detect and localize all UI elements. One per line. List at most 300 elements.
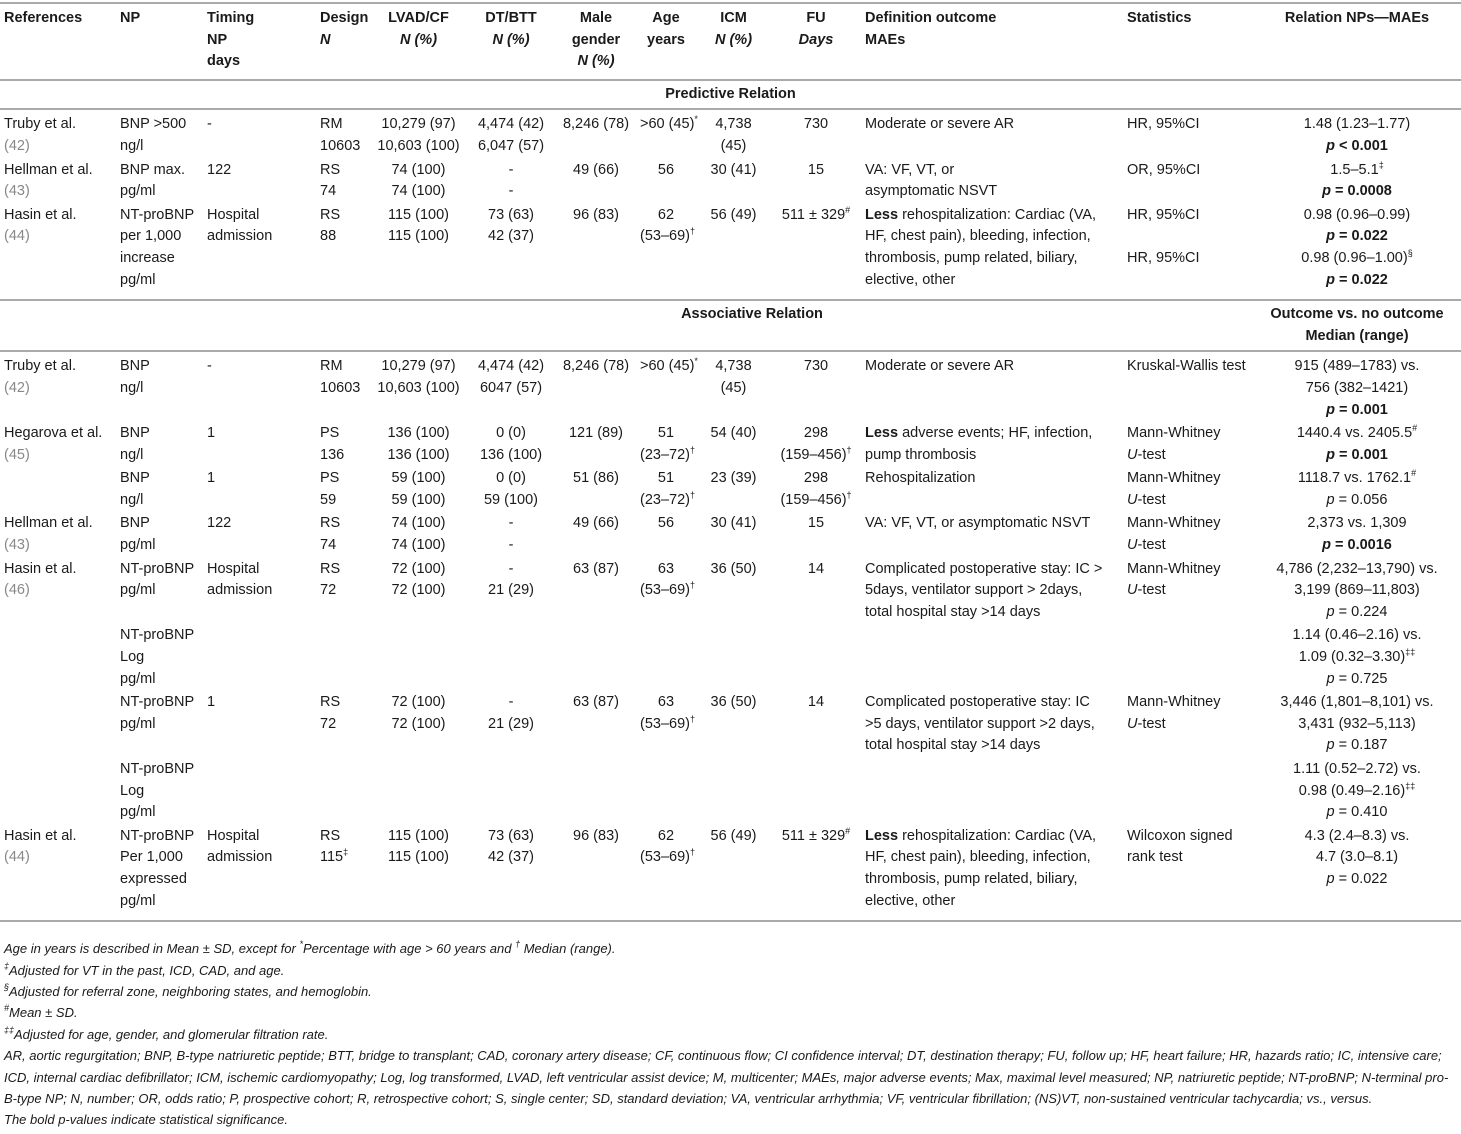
cell-line	[1257, 356, 1457, 378]
cell-icm	[696, 512, 771, 557]
text-segment: NT-proBNP	[120, 694, 195, 711]
text-segment: 74 (100)	[391, 183, 446, 200]
cell-line	[470, 513, 552, 535]
cell-line	[375, 226, 462, 248]
cell-line	[470, 114, 552, 136]
text-segment: U	[1127, 715, 1138, 732]
text-segment: 8,246 (78)	[562, 116, 630, 133]
text-segment: Moderate or severe AR	[865, 116, 1015, 133]
footnote-marker: †	[846, 444, 852, 455]
cell-line	[560, 51, 632, 73]
cell-line	[700, 114, 767, 136]
cell-line	[865, 8, 1119, 30]
text-segment: >60 (45)	[640, 358, 695, 375]
cell-references	[0, 624, 116, 691]
cell-line	[1257, 248, 1457, 270]
cell-line	[320, 714, 367, 736]
text-segment: 6,047 (57)	[477, 137, 545, 154]
table-row	[0, 159, 1461, 204]
cell-line	[1127, 468, 1249, 490]
footnote	[4, 1109, 1457, 1130]
text-segment: 96 (83)	[573, 206, 619, 223]
cell-line	[4, 160, 112, 182]
relation-subheader	[1253, 300, 1461, 351]
cell-line	[207, 559, 312, 581]
table-row	[0, 825, 1461, 921]
text-segment: Truby et al.	[4, 358, 76, 375]
cell-relation	[1253, 422, 1461, 467]
cell-fu	[771, 558, 861, 625]
cell-fu	[771, 109, 861, 158]
footnote-marker: ‡‡	[4, 1024, 15, 1035]
cell-icm	[696, 204, 771, 300]
footnote-marker: *	[694, 356, 698, 367]
footnote-marker: †	[689, 226, 695, 237]
reference-link[interactable]: (43)	[4, 537, 30, 554]
cell-lvad-cf	[371, 758, 466, 825]
cell-np	[116, 624, 203, 691]
cell-line	[120, 248, 199, 270]
cell-line	[775, 445, 857, 467]
text-segment: 115 (100)	[388, 228, 449, 245]
cell-line	[700, 423, 767, 445]
text-segment: 42 (37)	[488, 228, 534, 245]
text-segment: 14	[807, 694, 825, 711]
cell-line	[470, 445, 552, 467]
section-title: Predictive Relation	[665, 85, 796, 102]
cell-age	[636, 159, 696, 204]
cell-line	[1127, 445, 1249, 467]
cell-dt-btt	[466, 825, 556, 921]
cell-design	[316, 351, 371, 422]
cell-line	[4, 513, 112, 535]
footnote	[4, 1024, 1457, 1045]
cell-timing	[203, 109, 316, 158]
cell-icm	[696, 159, 771, 204]
text-segment: 72	[320, 582, 337, 599]
text-segment: RS	[320, 161, 341, 178]
cell-line	[775, 356, 857, 378]
text-segment: = 0.187	[1334, 737, 1388, 754]
cell-line	[120, 826, 199, 848]
text-segment: 511 ± 329	[781, 827, 846, 844]
footnote	[4, 1045, 1457, 1109]
table-row	[0, 204, 1461, 300]
text-segment: RS	[320, 694, 341, 711]
cell-fu	[771, 422, 861, 467]
text-segment: thrombosis, pump related, biliary,	[865, 249, 1078, 266]
cell-statistics	[1123, 691, 1253, 758]
cell-line	[470, 136, 552, 158]
footnote-marker: †	[515, 939, 521, 950]
cell-line	[865, 580, 1119, 602]
text-segment: Design	[320, 10, 369, 26]
cell-line	[120, 356, 199, 378]
cell-line	[4, 226, 112, 248]
cell-line	[865, 891, 1119, 913]
text-segment: increase	[120, 249, 175, 266]
cell-timing	[203, 624, 316, 691]
text-segment: U	[1127, 582, 1138, 599]
cell-fu	[771, 204, 861, 300]
cell-line	[320, 205, 367, 227]
text-segment: Truby et al.	[4, 116, 76, 133]
reference-link[interactable]: (44)	[4, 228, 30, 245]
text-segment: 730	[803, 116, 829, 133]
cell-line	[120, 205, 199, 227]
cell-line	[470, 423, 552, 445]
cell-definition-outcome	[861, 109, 1123, 158]
reference-link[interactable]: (42)	[4, 379, 30, 396]
cell-fu	[771, 691, 861, 758]
cell-line	[1257, 114, 1457, 136]
cell-line	[640, 826, 692, 848]
text-segment: NT-proBNP	[120, 761, 195, 777]
cell-line	[865, 869, 1119, 891]
text-segment: RM	[320, 358, 343, 375]
text-segment: (53–69)	[640, 715, 690, 732]
text-segment: p	[1326, 670, 1335, 687]
column-header-relation	[1253, 3, 1461, 80]
cell-relation	[1253, 351, 1461, 422]
cell-definition-outcome	[861, 512, 1123, 557]
text-segment: 72 (100)	[391, 715, 446, 732]
cell-line	[470, 580, 552, 602]
text-segment: admission	[207, 228, 273, 245]
cell-references	[0, 691, 116, 758]
text-segment: 122	[207, 161, 232, 178]
text-segment: pg/ml	[120, 715, 156, 732]
cell-line	[207, 160, 312, 182]
text-segment: 0.98 (0.96–1.00)	[1301, 249, 1408, 266]
reference-link[interactable]: (46)	[4, 582, 30, 599]
cell-line	[207, 580, 312, 602]
cell-dt-btt	[466, 422, 556, 467]
text-segment: p	[1322, 183, 1331, 200]
text-segment: per 1,000	[120, 228, 182, 245]
footnote-marker: †	[689, 489, 695, 500]
cell-line	[865, 160, 1119, 182]
cell-line	[470, 826, 552, 848]
column-header-lvad-cf	[371, 3, 466, 80]
cell-line	[470, 468, 552, 490]
text-segment: NP	[207, 31, 228, 48]
cell-line	[700, 826, 767, 848]
cell-line	[207, 826, 312, 848]
reference-link[interactable]: (42)	[4, 137, 30, 154]
text-segment: Hegarova et al.	[4, 425, 103, 442]
cell-line	[120, 781, 199, 803]
cell-male-gender	[556, 691, 636, 758]
cell-line	[120, 468, 199, 490]
text-segment: 0 (0)	[496, 425, 526, 442]
text-segment: 72 (100)	[391, 582, 446, 599]
cell-line	[1257, 847, 1457, 869]
text-segment: rehospitalization: Cardiac (VA,	[898, 827, 1097, 844]
text-segment: 915 (489–1783) vs.	[1294, 358, 1420, 375]
text-segment: 63	[657, 560, 675, 577]
text-segment: MAEs	[865, 31, 906, 48]
cell-line	[1257, 400, 1457, 422]
cell-line	[375, 181, 462, 203]
text-segment: -	[508, 161, 514, 178]
cell-line	[375, 356, 462, 378]
text-segment: 96 (83)	[573, 827, 619, 844]
cell-references	[0, 558, 116, 625]
cell-line	[207, 513, 312, 535]
cell-line	[865, 847, 1119, 869]
cell-line	[120, 445, 199, 467]
cell-np	[116, 467, 203, 512]
cell-line	[207, 692, 312, 714]
text-segment: pg/ml	[120, 804, 156, 821]
text-segment: 36 (50)	[710, 560, 757, 577]
text-segment: (45)	[720, 379, 747, 396]
text-segment: Hasin et al.	[4, 827, 77, 844]
footnote-marker: †	[689, 580, 695, 591]
cell-line	[560, 356, 632, 378]
cell-line	[865, 692, 1119, 714]
text-segment: N	[320, 31, 331, 48]
cell-line	[1257, 625, 1457, 647]
cell-line	[120, 423, 199, 445]
cell-line	[1127, 826, 1249, 848]
text-segment: 51 (86)	[573, 470, 619, 487]
text-segment: 54 (40)	[710, 425, 757, 442]
text-segment: HR, 95%CI	[1127, 206, 1200, 223]
cell-line	[1127, 559, 1249, 581]
cell-statistics	[1123, 351, 1253, 422]
text-segment: 74	[320, 537, 337, 554]
text-segment: 115	[320, 849, 344, 866]
text-segment: 73 (63)	[488, 206, 534, 223]
footnote-marker: *	[694, 114, 698, 125]
cell-definition-outcome	[861, 422, 1123, 467]
cell-line	[1257, 270, 1457, 292]
cell-line	[700, 136, 767, 158]
text-segment: Timing	[207, 10, 255, 26]
cell-line	[120, 226, 199, 248]
cell-male-gender	[556, 159, 636, 204]
cell-line	[700, 692, 767, 714]
cell-line	[120, 270, 199, 292]
cell-line	[470, 30, 552, 52]
table-row	[0, 624, 1461, 691]
cell-line	[470, 490, 552, 512]
cell-line	[470, 535, 552, 557]
text-segment: Log	[120, 782, 145, 799]
text-segment: 10,279 (97)	[381, 116, 456, 133]
text-segment: 8,246 (78)	[562, 358, 630, 375]
cell-design	[316, 109, 371, 158]
text-segment: 115 (100)	[388, 849, 449, 866]
text-segment: 4,474 (42)	[477, 358, 545, 375]
text-segment: 42 (37)	[488, 849, 534, 866]
cell-references	[0, 204, 116, 300]
table-row	[0, 467, 1461, 512]
text-segment: 74	[320, 183, 337, 200]
text-segment: Complicated postoperative stay: IC >	[865, 560, 1103, 577]
text-segment: p	[1326, 137, 1336, 154]
cell-line	[320, 356, 367, 378]
cell-references	[0, 422, 116, 467]
cell-line	[1257, 468, 1457, 490]
cell-line	[640, 580, 695, 602]
cell-line	[775, 8, 857, 30]
text-segment: -test	[1137, 715, 1166, 732]
cell-line	[560, 513, 632, 535]
cell-line	[375, 692, 462, 714]
text-segment: 511 ± 329	[781, 206, 846, 223]
text-segment: 121 (89)	[568, 425, 623, 442]
footnote-marker: #	[1411, 468, 1417, 479]
text-segment: Mann-Whitney	[1127, 425, 1221, 442]
text-segment: VA: VF, VT, or asymptomatic NSVT	[865, 515, 1091, 532]
cell-line	[4, 445, 112, 467]
cell-line	[1127, 580, 1249, 602]
text-segment: BNP	[120, 515, 150, 532]
text-segment: = 0.0008	[1330, 183, 1392, 200]
cell-line	[775, 490, 857, 512]
cell-male-gender	[556, 204, 636, 300]
text-segment: p	[1326, 491, 1335, 508]
text-segment: 4,738	[715, 358, 752, 375]
cell-relation	[1253, 512, 1461, 557]
cell-references	[0, 758, 116, 825]
cell-male-gender	[556, 558, 636, 625]
text-segment: Per 1,000	[120, 849, 183, 866]
table-row	[0, 758, 1461, 825]
cell-line	[1127, 423, 1249, 445]
cell-line	[470, 378, 552, 400]
cell-references	[0, 512, 116, 557]
table-row	[0, 512, 1461, 557]
cell-icm	[696, 109, 771, 158]
cell-line	[320, 114, 367, 136]
cell-line	[320, 423, 367, 445]
cell-definition-outcome	[861, 691, 1123, 758]
cell-line	[1127, 8, 1249, 30]
cell-line	[1257, 490, 1457, 512]
cell-line	[1127, 535, 1249, 557]
cell-line	[1257, 826, 1457, 848]
cell-line	[1257, 580, 1457, 602]
text-segment: 10,279 (97)	[381, 358, 456, 375]
text-segment: HF, chest pain), bleeding, infection,	[865, 849, 1091, 866]
cell-line	[375, 535, 462, 557]
text-segment: 59 (100)	[483, 491, 538, 508]
cell-line	[865, 513, 1119, 535]
text-segment: (45)	[720, 137, 747, 154]
cell-line	[1257, 8, 1457, 30]
footnote	[4, 938, 1457, 959]
cell-fu	[771, 467, 861, 512]
cell-line	[470, 692, 552, 714]
text-segment: = 0.725	[1334, 670, 1388, 687]
cell-statistics	[1123, 109, 1253, 158]
text-segment: N (%)	[492, 31, 530, 48]
cell-line	[865, 735, 1119, 757]
cell-male-gender	[556, 109, 636, 158]
cell-line	[120, 692, 199, 714]
text-segment: -	[508, 515, 514, 532]
text-segment: NP	[120, 10, 141, 26]
text-segment: ng/l	[120, 137, 144, 154]
cell-design	[316, 422, 371, 467]
text-segment: = 0.224	[1334, 603, 1388, 620]
text-segment: -	[508, 694, 514, 711]
cell-line	[865, 114, 1119, 136]
footnote-marker: ‡‡	[1405, 780, 1416, 791]
cell-male-gender	[556, 758, 636, 825]
column-header-dt-btt	[466, 3, 556, 80]
text-segment: ng/l	[120, 491, 144, 508]
text-segment: BNP	[120, 358, 150, 375]
text-segment: Hellman et al.	[4, 161, 93, 178]
table-header-row	[0, 3, 1461, 80]
text-segment: 15	[807, 161, 825, 178]
cell-references	[0, 351, 116, 422]
cell-line	[865, 559, 1119, 581]
footnote-marker: §	[1407, 247, 1413, 258]
cell-line	[375, 847, 462, 869]
text-segment: 4,786 (2,232–13,790) vs.	[1276, 560, 1438, 577]
text-segment: 4.3 (2.4–8.3) vs.	[1304, 827, 1410, 844]
cell-male-gender	[556, 422, 636, 467]
text-segment: 3,431 (932–5,113)	[1298, 715, 1416, 732]
text-segment: p	[1326, 603, 1335, 620]
cell-line	[120, 891, 199, 913]
cell-line	[120, 378, 199, 400]
cell-statistics	[1123, 558, 1253, 625]
cell-line	[1257, 513, 1457, 535]
cell-line	[775, 30, 857, 52]
cell-lvad-cf	[371, 512, 466, 557]
text-segment: 136 (100)	[479, 446, 543, 463]
cell-line	[640, 489, 695, 512]
cell-lvad-cf	[371, 825, 466, 921]
text-segment: Mann-Whitney	[1127, 560, 1221, 577]
text-segment: gender	[571, 31, 621, 48]
text-segment: 1.48 (1.23–1.77)	[1303, 116, 1411, 133]
cell-timing	[203, 351, 316, 422]
cell-line	[700, 468, 767, 490]
cell-line	[640, 30, 692, 52]
cell-timing	[203, 204, 316, 300]
text-segment: 36 (50)	[710, 694, 757, 711]
text-segment: Rehospitalization	[865, 470, 976, 487]
reference-link[interactable]: (45)	[4, 446, 30, 463]
cell-design	[316, 825, 371, 921]
text-segment: 5days, ventilator support > 2days,	[865, 582, 1083, 599]
text-segment: 1118.7 vs. 1762.1	[1297, 470, 1412, 487]
cell-references	[0, 159, 116, 204]
cell-references	[0, 467, 116, 512]
reference-link[interactable]: (43)	[4, 183, 30, 200]
cell-male-gender	[556, 512, 636, 557]
cell-line	[865, 30, 1119, 52]
reference-link[interactable]: (44)	[4, 849, 30, 866]
cell-line	[120, 759, 199, 781]
cell-icm	[696, 422, 771, 467]
cell-line	[640, 847, 695, 869]
footnote-marker: ‡	[343, 847, 349, 858]
cell-relation	[1253, 558, 1461, 625]
text-segment: 1	[207, 425, 216, 442]
text-segment: -	[207, 358, 212, 375]
text-segment: = 0.410	[1334, 804, 1388, 821]
text-segment: 14	[807, 560, 825, 577]
